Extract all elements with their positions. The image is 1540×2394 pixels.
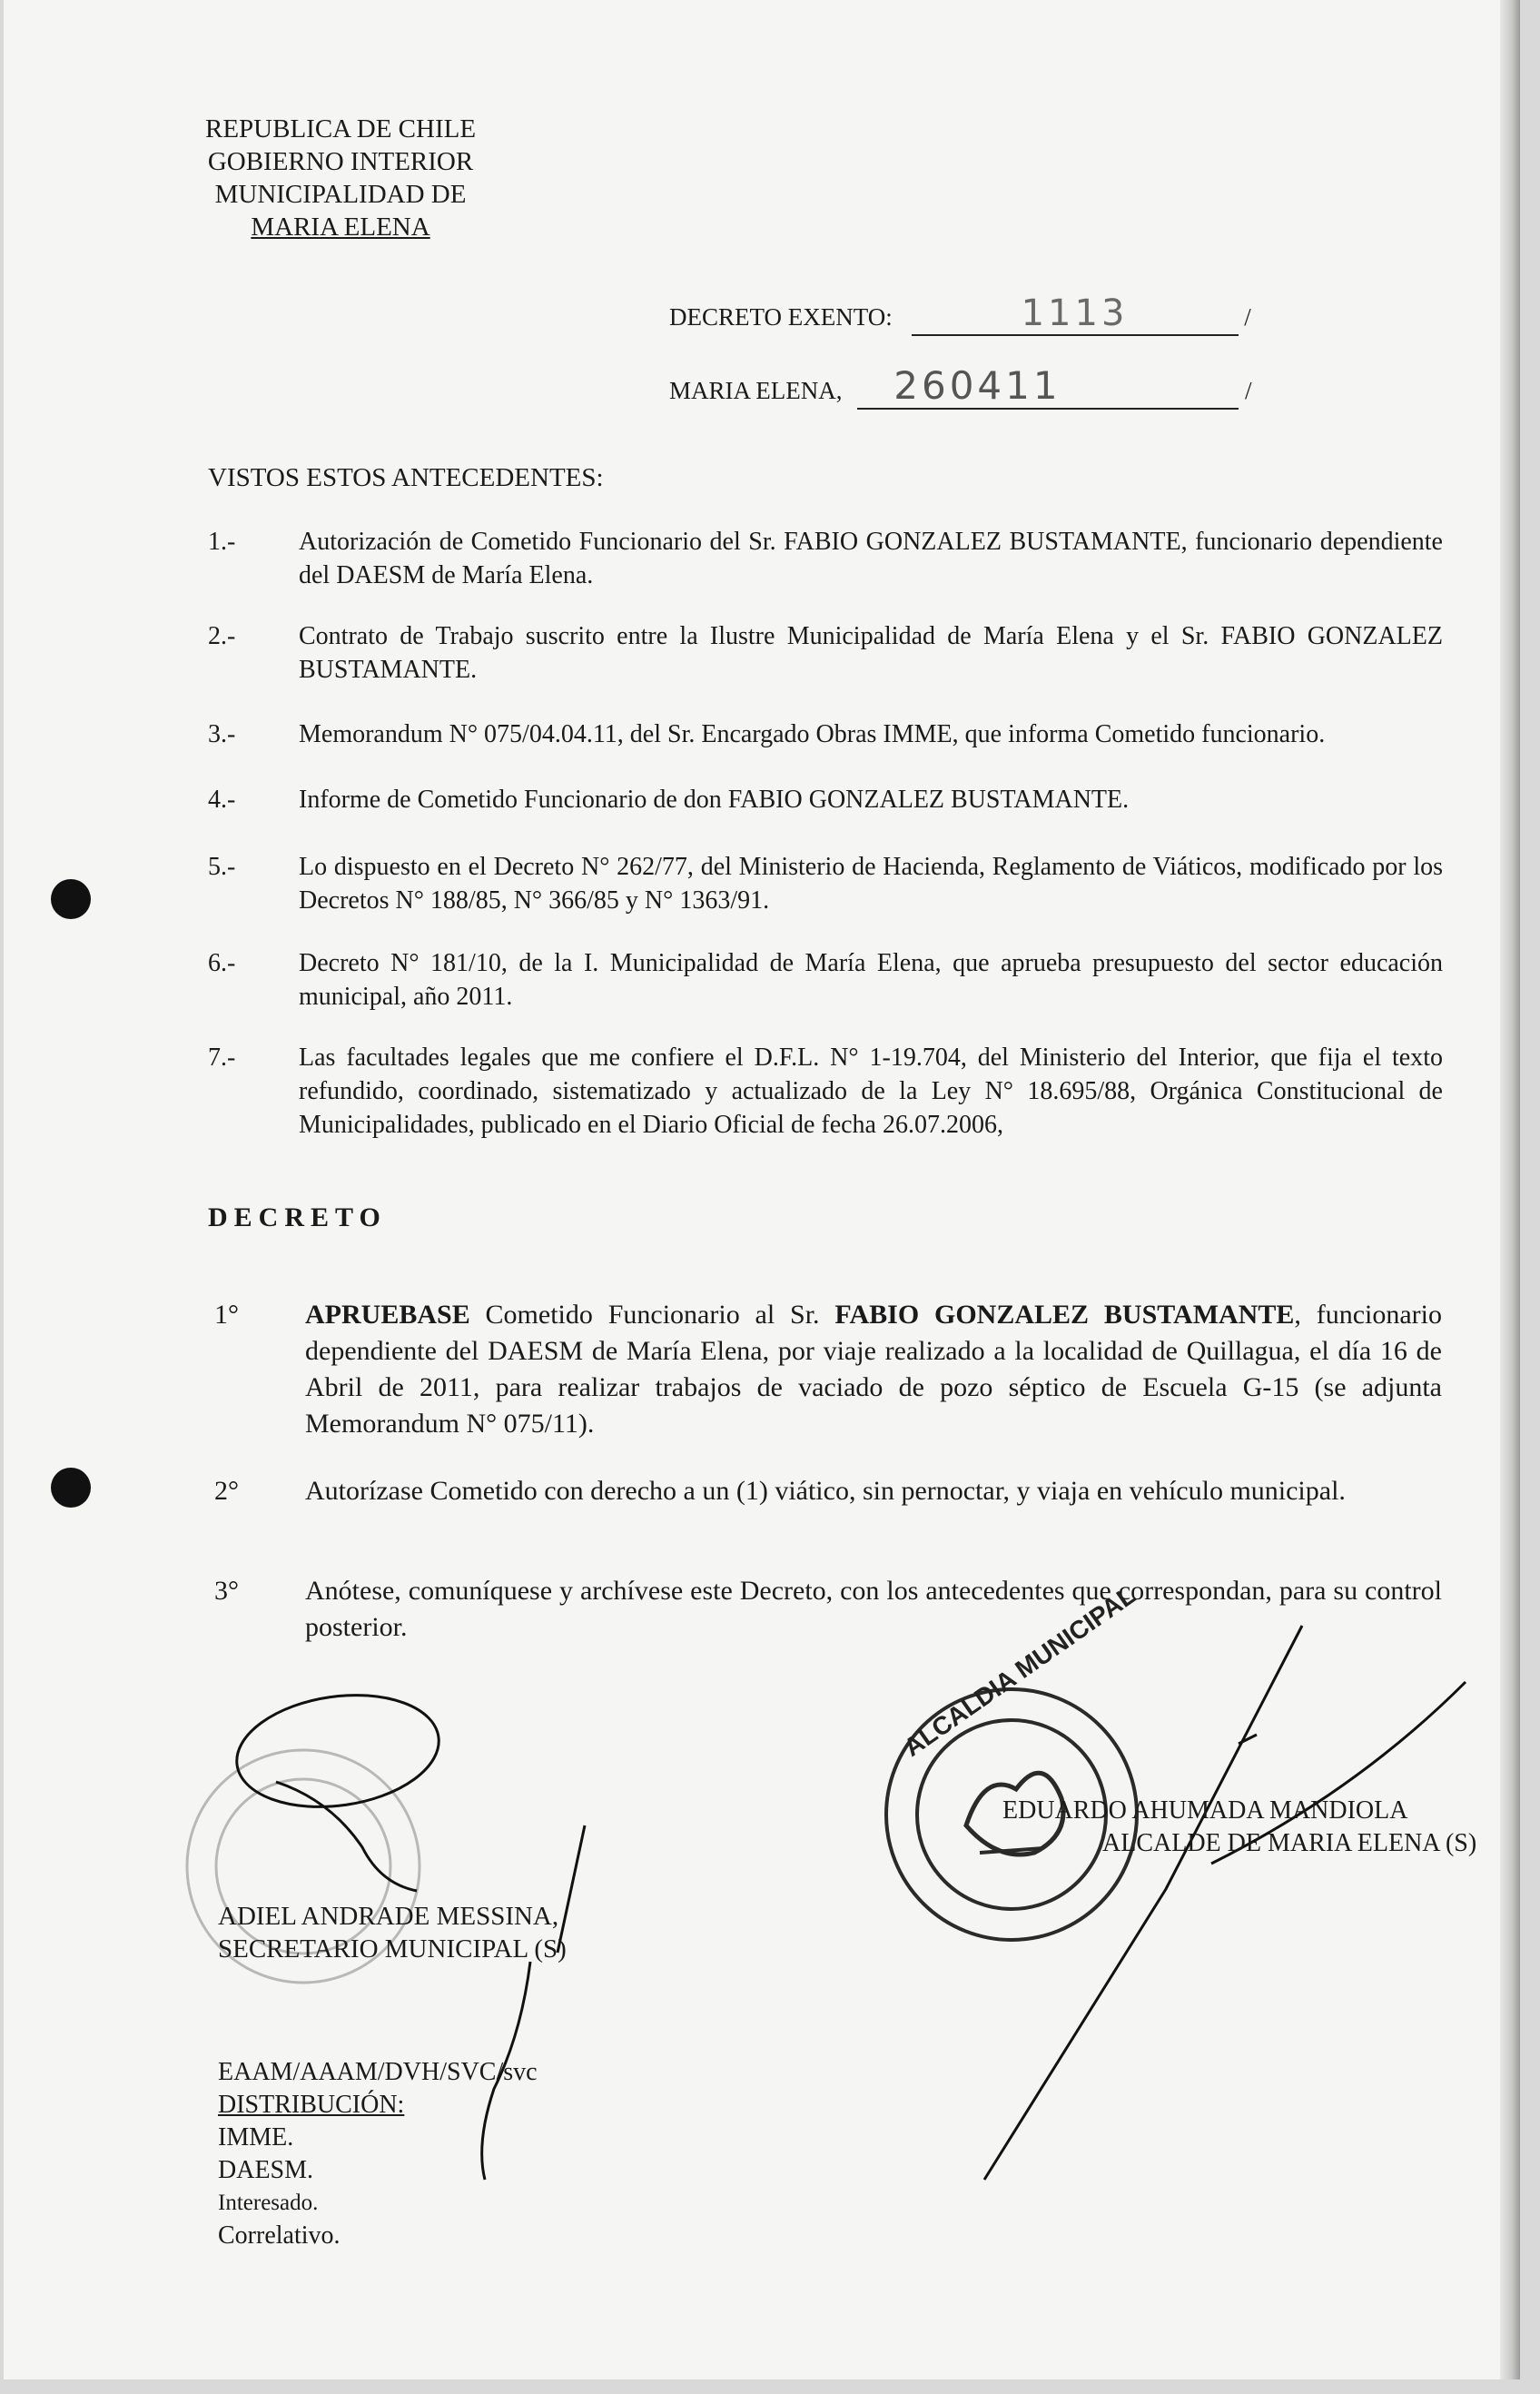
article-number: 2° [214,1476,239,1506]
article-text-part: Cometido Funcionario al Sr. [469,1300,835,1330]
distribution-item: Interesado. [218,2191,319,2215]
distribution-footer [218,2056,538,2252]
document-initials: EAAM/AAAM/DVH/SVC/svc [218,2058,538,2086]
article-bold-verb: APRUEBASE [305,1300,470,1330]
decreto-title: DECRETO [208,1202,387,1232]
document-page [4,0,1520,2379]
right-signer-title: ALCALDE DE MARIA ELENA (S) [1102,1829,1477,1857]
left-signer-name: ADIEL ANDRADE MESSINA, [218,1902,559,1931]
decree-date-value: 260411 [893,363,1061,408]
decree-date-label: MARIA ELENA, [669,377,843,404]
header-line-1: REPUBLICA DE CHILE [205,114,477,143]
distribution-item: DAESM. [218,2156,314,2184]
article-text: Autorízase Cometido con derecho a un (1) viático, sin pernoctar, y viaja en vehículo municipal. [305,1476,1346,1506]
right-stamp-text: ALCALDIA MUNICIPAL [898,1580,1140,1762]
distribution-item: Correlativo. [218,2221,341,2250]
vistos-item-number: 7.- [208,1044,236,1072]
stamps-and-signatures [4,0,1520,2379]
decree-number-label: DECRETO EXENTO: [669,303,893,331]
vistos-item-number: 4.- [208,786,236,814]
distribution-item: IMME. [218,2123,294,2152]
vistos-item-text: Autorización de Cometido Funcionario del Sr. FABIO GONZALEZ BUSTAMANTE, funcionario dependiente del DAESM de María Elena. [299,528,1443,589]
article-text-part: , funcionario dependiente del DAESM de María Elena, por viaje realizado a la localidad de Quillagua, el día 16 de Abril de 2011, para realizar trabajos de vaciado de pozo séptico de Escuela G-15 (se adjunta Memorandum N° 075/11). [305,1300,1442,1439]
vistos-item-number: 5.- [208,853,236,881]
distribution-title: DISTRIBUCIÓN: [218,2091,405,2119]
vistos-item-number: 3.- [208,720,236,748]
header-line-2: GOBIERNO INTERIOR [207,147,474,176]
vistos-item-number: 1.- [208,528,236,556]
decree-number-slash: / [1244,303,1251,331]
vistos-item-number: 2.- [208,622,236,650]
article-bold-name: FABIO GONZALEZ BUSTAMANTE [834,1300,1295,1330]
header-line-3: MUNICIPALIDAD DE [214,180,467,209]
header-line-4: MARIA ELENA [251,213,430,242]
left-signer-title: SECRETARIO MUNICIPAL (S) [218,1934,567,1964]
right-signer-name: EDUARDO AHUMADA MANDIOLA [1002,1796,1408,1825]
right-signature-block [1002,1795,1476,1860]
article-text: Anótese, comuníquese y archívese este Decreto, con los antecedentes que correspondan, para su control posterior. [305,1576,1442,1642]
vistos-item-text: Memorandum N° 075/04.04.11, del Sr. Encargado Obras IMME, que informa Cometido funcionario. [299,720,1326,748]
vistos-item-text: Informe de Cometido Funcionario de don FABIO GONZALEZ BUSTAMANTE. [299,786,1130,814]
decree-number-value: 1113 [1021,292,1129,334]
article-number: 3° [214,1576,239,1606]
vistos-item-text: Contrato de Trabajo suscrito entre la Ilustre Municipalidad de María Elena y el Sr. FABIO GONZALEZ BUSTAMANTE. [299,622,1443,684]
decree-date-slash: / [1245,377,1252,404]
vistos-item-text: Las facultades legales que me confiere el D.F.L. N° 1-19.704, del Ministerio del Interior, que fija el texto refundido, coordinado, sistematizado y actualizado de la Ley N° 18.695/88, Orgánica Constitucional de Municipalidades, publicado en el Diario Oficial de fecha 26.07.2006, [299,1044,1443,1139]
left-signature-block [218,1900,567,1965]
article-number: 1° [214,1300,239,1330]
vistos-item-text: Decreto N° 181/10, de la I. Municipalidad de María Elena, que aprueba presupuesto del sector educación municipal, año 2011. [299,949,1443,1011]
vistos-item-text: Lo dispuesto en el Decreto N° 262/77, del Ministerio de Hacienda, Reglamento de Viáticos, modificado por los Decretos N° 188/85, N° 366/85 y N° 1363/91. [299,853,1443,915]
right-signature-strokes [984,1626,1466,2180]
vistos-item-number: 6.- [208,949,236,977]
vistos-title: VISTOS ESTOS ANTECEDENTES: [208,463,604,492]
